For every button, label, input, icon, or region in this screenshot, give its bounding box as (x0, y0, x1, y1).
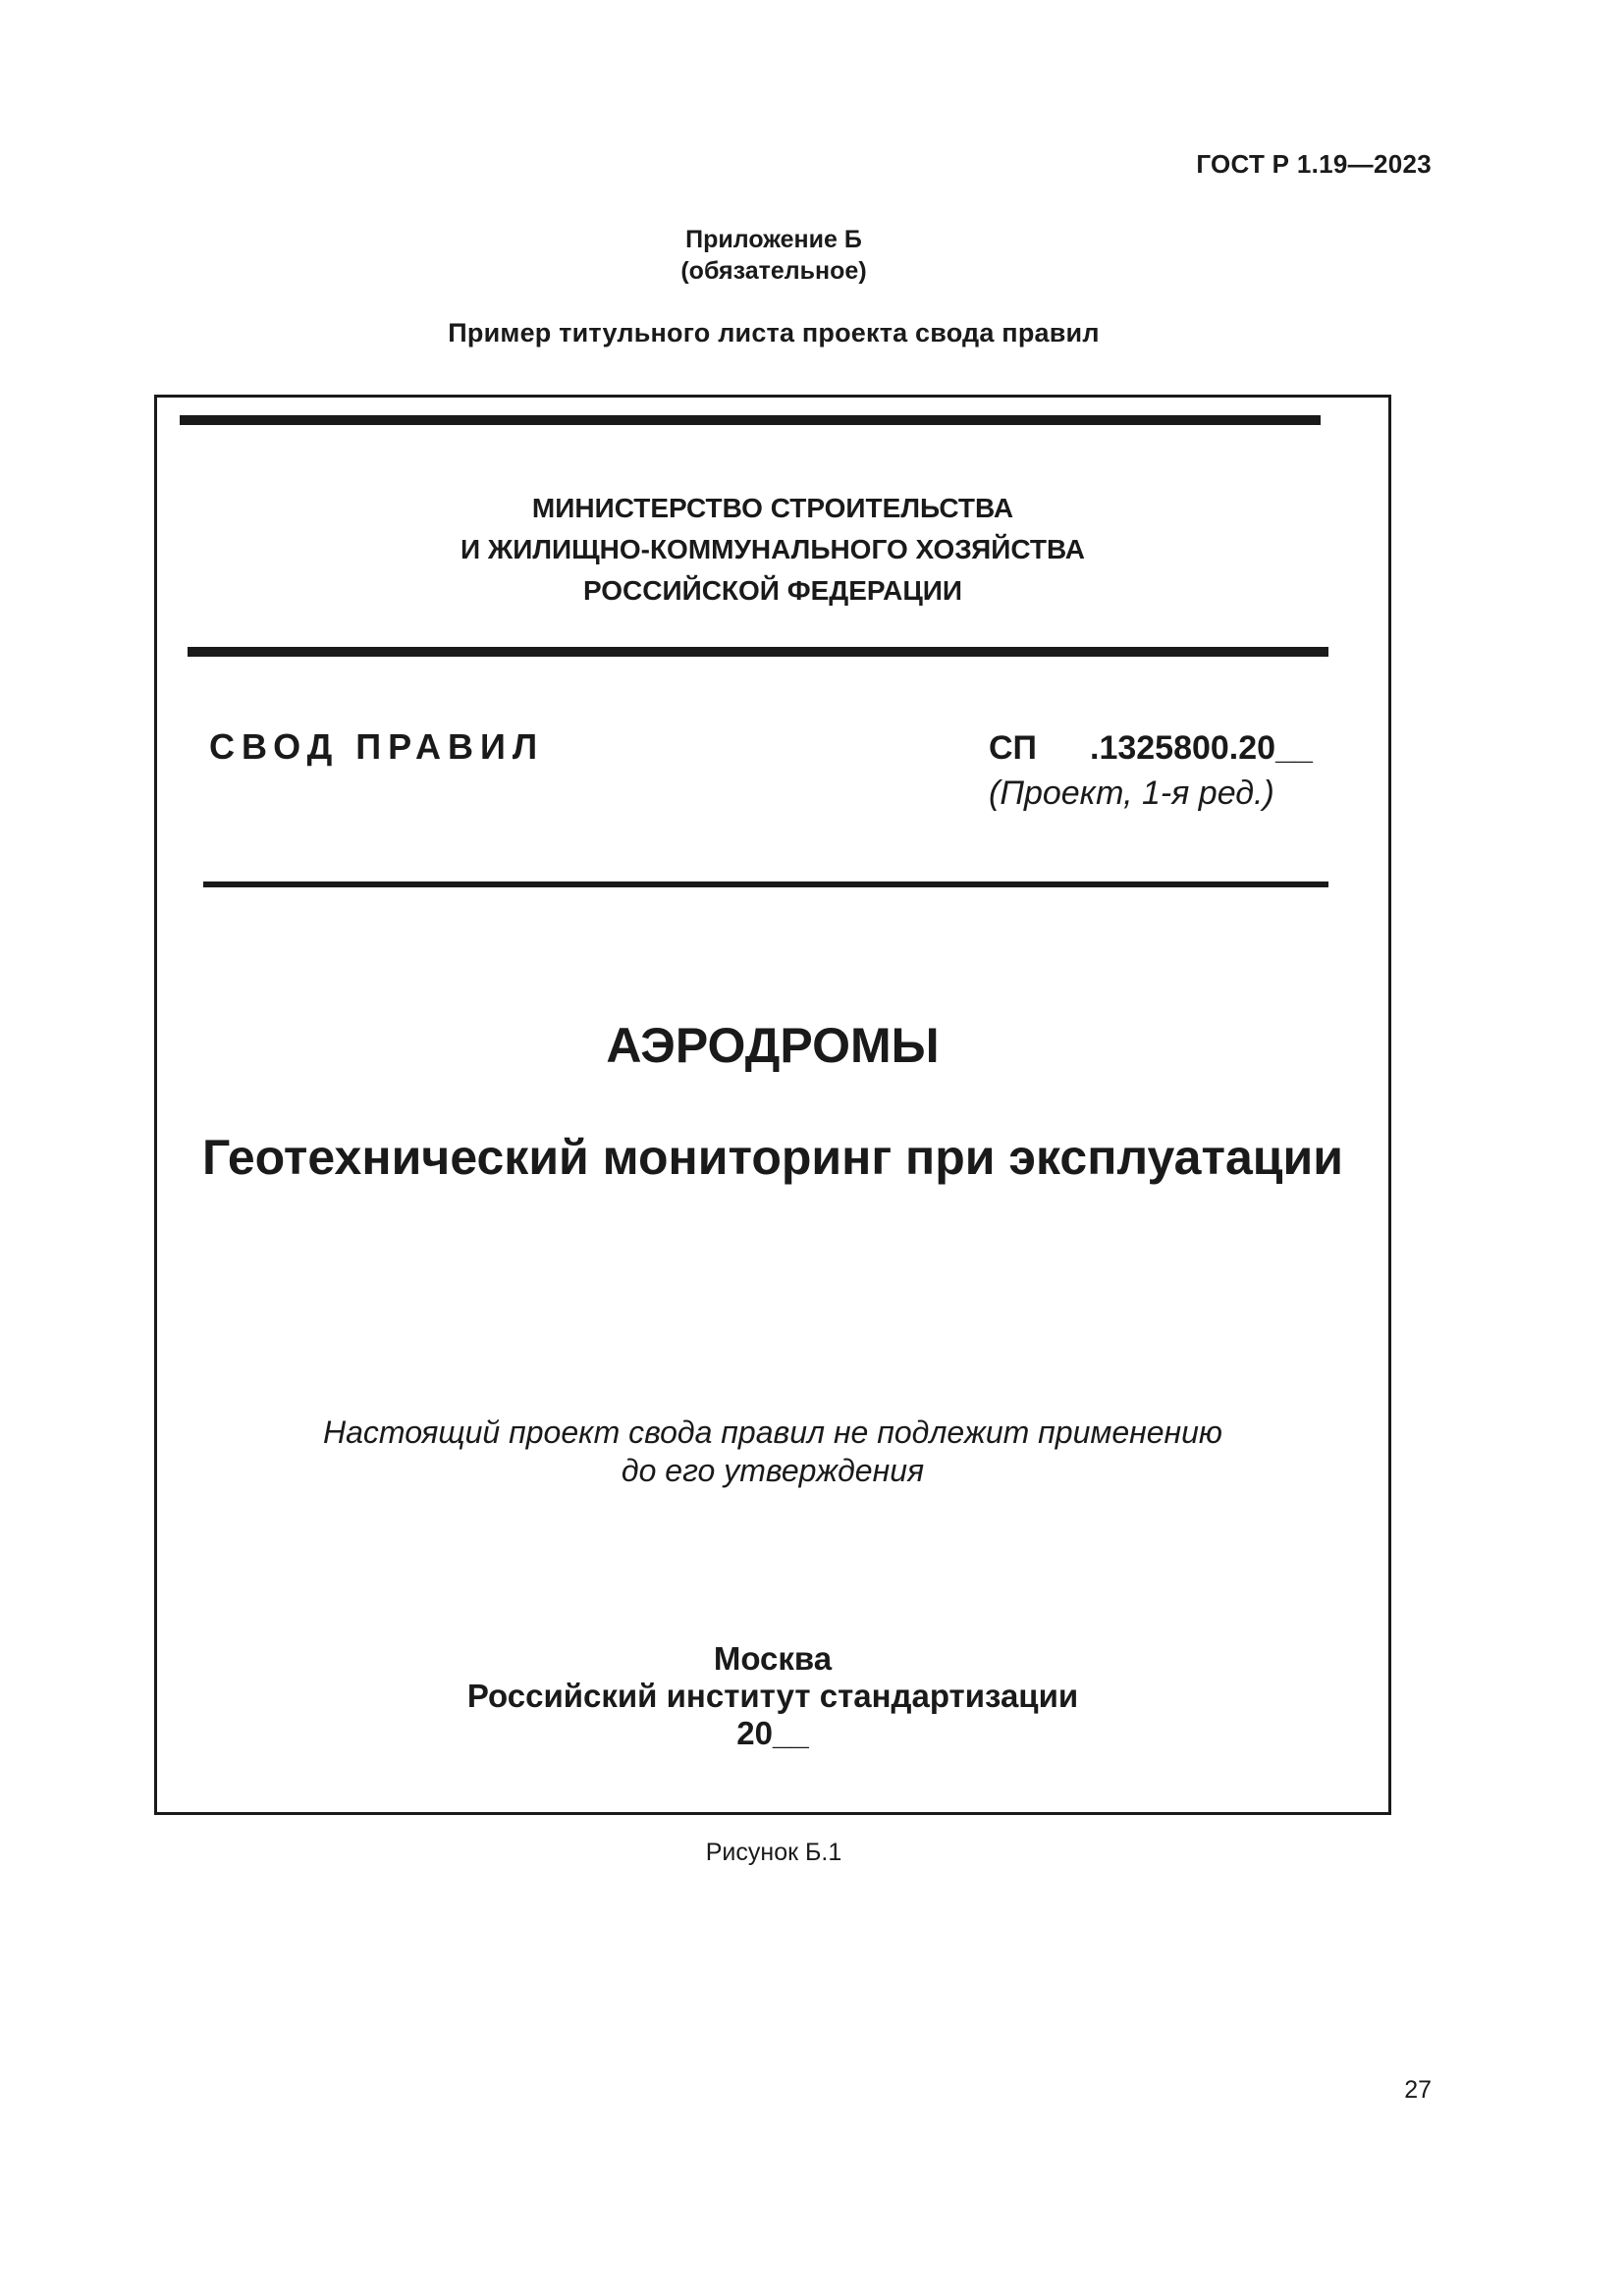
document-code: ГОСТ Р 1.19—2023 (1196, 149, 1432, 179)
appendix-status: (обязательное) (680, 257, 867, 285)
lower-divider (203, 881, 1328, 887)
ministry-line-1: МИНИСТЕРСТВО СТРОИТЕЛЬСТВА (531, 493, 1014, 523)
top-divider (180, 415, 1321, 425)
publisher-organization: Российский институт стандартизации (466, 1678, 1079, 1714)
middle-divider (188, 647, 1328, 657)
sp-number: .1325800.20__ (1090, 729, 1313, 767)
appendix-title: Приложение Б (685, 226, 862, 253)
notice-line-1: Настоящий проект свода правил не подлежит применению (323, 1415, 1222, 1450)
appendix-caption: Пример титульного листа проекта свода правил (448, 318, 1100, 347)
notice-line-2: до его утверждения (621, 1453, 925, 1488)
code-type-label: СВОД ПРАВИЛ (209, 726, 545, 767)
edition-label: (Проект, 1-я ред.) (989, 774, 1274, 812)
ministry-line-2: И ЖИЛИЩНО-КОММУНАЛЬНОГО ХОЗЯЙСТВА (460, 534, 1085, 564)
sp-prefix: СП (989, 729, 1037, 767)
figure-caption: Рисунок Б.1 (705, 1839, 842, 1866)
subtitle: Геотехнический мониторинг при эксплуатации (202, 1130, 1343, 1185)
publication-year: 20__ (736, 1715, 809, 1751)
ministry-line-3: РОССИЙСКОЙ ФЕДЕРАЦИИ (582, 575, 963, 606)
page-number: 27 (1404, 2076, 1432, 2104)
publisher-city: Москва (713, 1640, 833, 1677)
main-title: АЭРОДРОМЫ (606, 1018, 940, 1073)
